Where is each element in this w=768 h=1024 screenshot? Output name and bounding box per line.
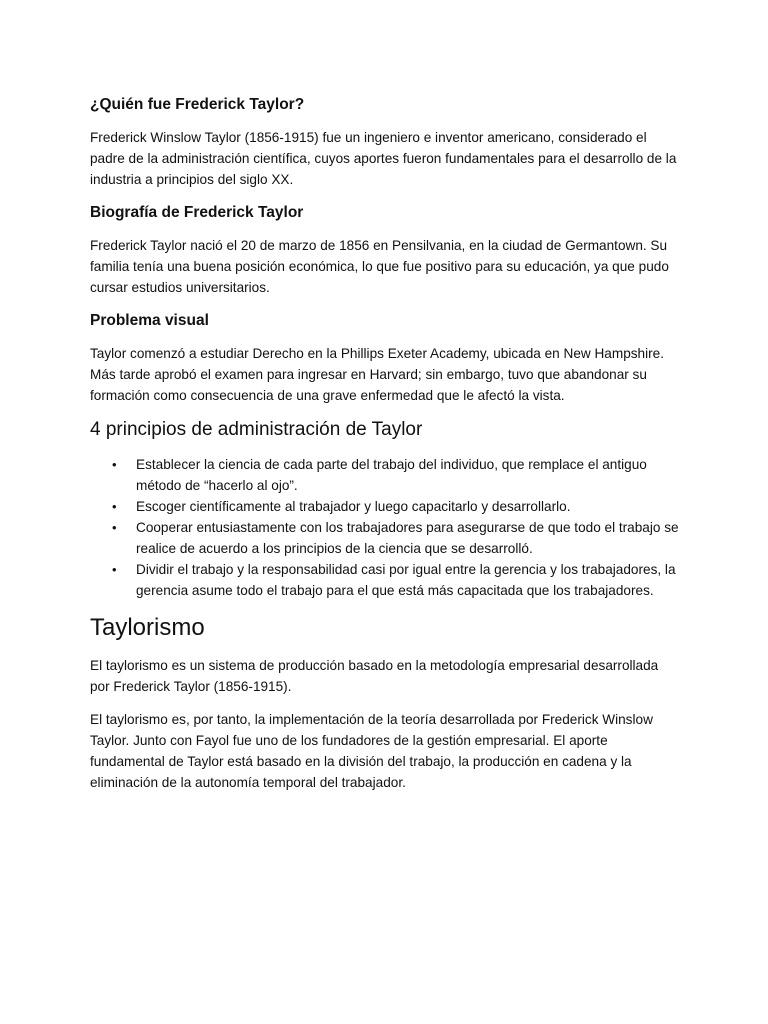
paragraph-taylorism-2: El taylorismo es, por tanto, la implementación de la teoría desarrollada por Frederick Winslow Taylor. Junto con Fayol fue uno de los fundadores de la gestión empresarial. El aporte fundamental de Taylor está basado en la división del trabajo, la producción en cadena y la eliminación de la autonomía temporal del trabajador. bbox=[90, 712, 653, 790]
bullet-icon: • bbox=[112, 562, 117, 577]
paragraph-biography: Frederick Taylor nació el 20 de marzo de 1856 en Pensilvania, en la ciudad de Germantown. Su familia tenía una buena posición económica, lo que fue positivo para su educación, ya que pudo cursar estudios universitarios. bbox=[90, 238, 669, 295]
bullet-icon: • bbox=[112, 457, 117, 472]
paragraph-who: Frederick Winslow Taylor (1856-1915) fue un ingeniero e inventor americano, considerado el padre de la administración científica, cuyos aportes fueron fundamentales para el desarrollo de la industria a principios del siglo XX. bbox=[90, 130, 677, 187]
list-item-text: Establecer la ciencia de cada parte del trabajo del individuo, que remplace el antiguo método de “hacerlo al ojo”. bbox=[136, 457, 647, 493]
bullet-icon: • bbox=[112, 499, 117, 514]
principles-list bbox=[90, 454, 680, 601]
heading-who: ¿Quién fue Frederick Taylor? bbox=[90, 96, 305, 113]
list-item bbox=[90, 496, 680, 517]
paragraph-vision-problem: Taylor comenzó a estudiar Derecho en la Phillips Exeter Academy, ubicada en New Hampshire. Más tarde aprobó el examen para ingresar en Harvard; sin embargo, tuvo que abandonar su formación como consecuencia de una grave enfermedad que le afectó la vista. bbox=[90, 346, 664, 403]
bullet-icon: • bbox=[112, 520, 117, 535]
list-item bbox=[90, 517, 680, 559]
list-item bbox=[90, 559, 680, 601]
list-item-text: Dividir el trabajo y la responsabilidad casi por igual entre la gerencia y los trabajadores, la gerencia asume todo el trabajo para el que está más capacitada que los trabajadores. bbox=[136, 562, 676, 598]
list-item-text: Cooperar entusiastamente con los trabajadores para asegurarse de que todo el trabajo se realice de acuerdo a los principios de la ciencia que se desarrolló. bbox=[136, 520, 679, 556]
heading-vision-problem: Problema visual bbox=[90, 312, 209, 329]
list-item-text: Escoger científicamente al trabajador y luego capacitarlo y desarrollarlo. bbox=[136, 499, 571, 514]
heading-taylorism: Taylorismo bbox=[90, 614, 205, 641]
heading-biography: Biografía de Frederick Taylor bbox=[90, 204, 304, 221]
list-item bbox=[90, 454, 680, 496]
document-content bbox=[90, 94, 680, 805]
paragraph-taylorism-1: El taylorismo es un sistema de producción basado en la metodología empresarial desarrollada por Frederick Taylor (1856-1915). bbox=[90, 658, 659, 694]
heading-principles: 4 principios de administración de Taylor bbox=[90, 419, 423, 440]
